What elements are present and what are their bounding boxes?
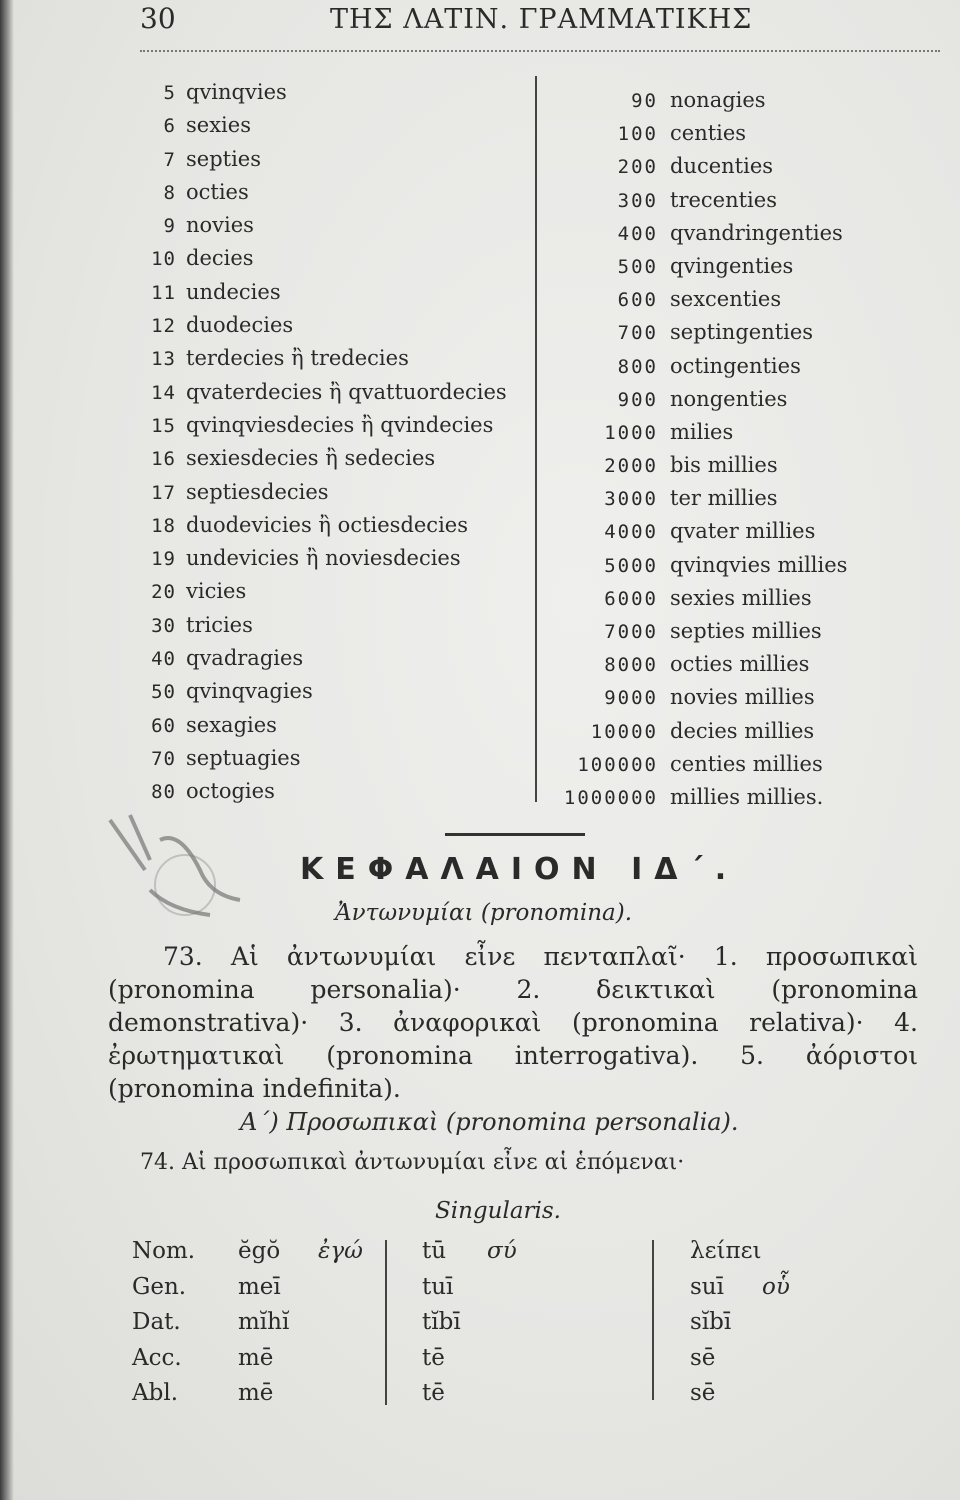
numeral-row [140,143,540,176]
form: suī [690,1273,724,1300]
numeral-word: nongenties [670,386,788,411]
numeral-word: decies millies [670,718,815,743]
numeral-value: 200 [617,156,658,179]
section-rule [445,833,585,836]
case-label: Acc. [132,1344,182,1371]
numeral-row [140,509,540,542]
numeral-value: 1000000 [563,786,658,809]
second-person-greek [487,1234,517,1270]
numeral-word: decies [186,246,254,271]
numeral-row [140,76,540,109]
numeral-word: qvater millies [670,519,816,544]
numeral-value: 80 [151,781,176,804]
form: sē [690,1344,716,1371]
greek-gloss: οὗ [762,1273,790,1300]
numeral-value: 6000 [604,587,658,610]
form: mē [238,1380,274,1406]
numeral-row [140,709,540,742]
numeral-word: vicies [186,579,247,604]
numeral-row [140,376,540,409]
numeral-word: ducenties [670,154,774,179]
numerals-right-column [530,84,950,814]
numeral-word: undecies [186,279,281,304]
numeral-value: 1000 [604,421,658,444]
numeral-row [530,383,950,416]
case-label: Abl. [132,1380,178,1406]
numeral-word: trecenties [670,187,777,212]
numeral-value: 100000 [577,753,658,776]
numeral-value: 400 [617,222,658,245]
numeral-row [530,748,950,781]
numeral-word: septies millies [670,619,822,643]
numeral-word: octingenties [670,353,801,378]
numeral-word: octies millies [670,652,810,677]
numeral-row [530,549,950,582]
numeral-row [530,582,950,615]
numeral-word: novies [186,213,254,238]
numeral-value: 3000 [604,488,658,511]
form: tē [422,1380,445,1406]
numeral-row [140,675,540,708]
numeral-value: 4000 [604,521,658,544]
numeral-word: tricies [186,612,253,637]
numeral-value: 500 [617,255,658,278]
numeral-row [140,209,540,242]
numeral-row [530,648,950,681]
form: mē [238,1344,274,1371]
paradigm-heading: Singularis. [435,1198,561,1224]
numeral-row [530,84,950,117]
form: ĕgŏ [238,1238,281,1264]
numeral-row [140,309,540,342]
numeral-value: 11 [151,281,176,304]
numeral-word: milies [670,419,734,444]
numeral-word: octies [186,179,249,204]
numeral-value: 7 [163,148,176,171]
first-person-column [238,1234,289,1412]
numeral-row [140,109,540,142]
page-spine-shadow [0,0,14,1500]
numeral-word: qvingenties [670,253,794,278]
numeral-word: centies millies [670,751,823,776]
form: tĭbī [422,1309,461,1335]
numeral-word: qvinqviesdecies ἢ qvindecies [186,412,494,437]
numeral-value: 10 [151,248,176,271]
numeral-value: 40 [151,648,176,671]
numeral-word: sexies [186,113,251,138]
numeral-row [530,184,950,217]
numeral-row [530,217,950,250]
numeral-row [140,176,540,209]
numeral-word: septuagies [186,745,301,770]
numeral-row [140,276,540,309]
numeral-word: qvadragies [186,646,304,671]
numeral-value: 800 [617,355,658,378]
numeral-word: sexiesdecies ἢ sedecies [186,446,436,471]
numeral-row [530,681,950,714]
numeral-word: nonagies [670,88,766,112]
case-labels-column [132,1234,195,1412]
numeral-word: qvinqvies [186,80,287,104]
numeral-value: 16 [151,448,176,471]
numeral-row [530,482,950,515]
numeral-row [140,742,540,775]
numerals-left-column [140,76,540,809]
numeral-value: 30 [151,614,176,637]
numeral-row [140,342,540,375]
numeral-value: 60 [151,714,176,737]
numeral-word: terdecies ἢ tredecies [186,346,409,371]
numeral-row [140,242,540,275]
numeral-word: bis millies [670,453,778,478]
form: tē [422,1344,445,1371]
numeral-word: septingenties [670,320,814,345]
third-person-column [690,1234,762,1412]
form: λείπει [690,1238,762,1264]
numeral-row [140,642,540,675]
numeral-value: 17 [151,481,176,504]
numeral-word: qvinqvies millies [670,552,848,577]
numeral-row [530,350,950,383]
numeral-word: qvandringenties [670,220,843,245]
numeral-word: duodevicies ἢ octiesdecies [186,512,468,537]
numeral-value: 5000 [604,554,658,577]
case-label: Gen. [132,1273,187,1300]
page-header [140,2,940,42]
numeral-row [140,409,540,442]
numeral-value: 600 [617,289,658,312]
numeral-value: 20 [151,581,176,604]
numeral-value: 14 [151,381,176,404]
numeral-word: sexagies [186,712,277,737]
numeral-row [140,476,540,509]
numeral-word: ter millies [670,486,778,511]
ink-stamp-mark [90,800,270,940]
greek-gloss: σύ [487,1238,517,1264]
numeral-row [530,150,950,183]
paradigm-divider [385,1240,387,1405]
section-subheading: Α΄) Προσωπικαὶ (pronomina personalia). [240,1108,739,1136]
case-label: Nom. [132,1238,196,1264]
numeral-value: 8000 [604,654,658,677]
numeral-value: 12 [151,315,176,338]
third-person-greek [762,1234,790,1305]
paragraph-74: 74. Αἱ προσωπικαὶ ἀντωνυμίαι εἶνε αἱ ἑπόμεναι· [140,1150,685,1175]
numeral-word: septiesdecies [186,479,329,504]
numeral-value: 100 [617,123,658,146]
form: tuī [422,1273,454,1300]
header-rule [140,50,940,52]
numeral-value: 7000 [604,621,658,643]
case-label: Dat. [132,1309,181,1335]
numeral-value: 9000 [604,687,658,710]
numeral-value: 9 [163,215,176,238]
numeral-row [530,781,950,814]
paradigm-divider [652,1240,654,1400]
form: sē [690,1380,716,1406]
numeral-row [140,542,540,575]
numeral-value: 700 [617,322,658,345]
greek-gloss: ἐγώ [318,1238,363,1264]
first-person-greek [318,1234,363,1270]
numeral-word: qvaterdecies ἢ qvattuordecies [186,379,507,404]
numeral-word: duodecies [186,313,294,338]
numeral-row [530,449,950,482]
numeral-row [530,316,950,349]
form: mĭhĭ [238,1309,290,1335]
numeral-value: 2000 [604,455,658,478]
numeral-value: 90 [631,90,658,112]
chapter-title: ΚΕΦΑΛΑΙΟΝ ΙΔ΄. [300,852,739,887]
numeral-word: sexies millies [670,585,812,610]
form: tū [422,1238,447,1264]
form: meī [238,1273,281,1300]
numeral-value: 18 [151,514,176,537]
numeral-value: 6 [163,115,176,138]
numeral-value: 19 [151,548,176,571]
numeral-word: millies millies. [670,784,824,809]
second-person-column [422,1234,461,1412]
numeral-word: sexcenties [670,287,782,312]
numeral-value: 50 [151,681,176,704]
numeral-word: novies millies [670,685,815,710]
running-title: ΤΗΣ ΛΑΤΙΝ. ΓΡΑΜΜΑΤΙΚΗΣ [330,4,753,35]
numeral-value: 13 [151,348,176,371]
numeral-word: septies [186,146,262,171]
numeral-word: octogies [186,779,275,804]
numeral-row [530,515,950,548]
numeral-word: undevicies ἢ noviesdecies [186,546,461,571]
numeral-word: centies [670,121,747,146]
form: sĭbī [690,1309,732,1335]
page-number: 30 [140,2,176,35]
numeral-value: 900 [617,388,658,411]
numeral-row [530,283,950,316]
numeral-row [140,575,540,608]
numeral-word: qvinqvagies [186,679,313,704]
numeral-row [530,715,950,748]
numeral-row [140,609,540,642]
numeral-row [530,117,950,150]
numeral-value: 5 [163,82,176,104]
numeral-row [530,615,950,648]
paragraph-73: 73. Αἱ ἀντωνυμίαι εἶνε πενταπλαῖ· 1. προσωπικαὶ (pronomina personalia)· 2. δεικτικαὶ (pronomina demonstrativa)· 3. ἀναφορικαὶ (pronomina relativa)· 4. ἐρωτηματικαὶ (pronomina interrogativa). 5. ἀόριστοι (pronomina indefinita). [108,942,918,1103]
numeral-value: 300 [617,189,658,212]
chapter-subtitle: Ἀντωνυμίαι (pronomina). [335,900,633,926]
numeral-value: 15 [151,414,176,437]
numeral-value: 8 [163,181,176,204]
numeral-value: 70 [151,747,176,770]
numeral-row [140,442,540,475]
numeral-row [530,416,950,449]
numeral-value: 10000 [590,720,658,743]
numeral-row [530,250,950,283]
